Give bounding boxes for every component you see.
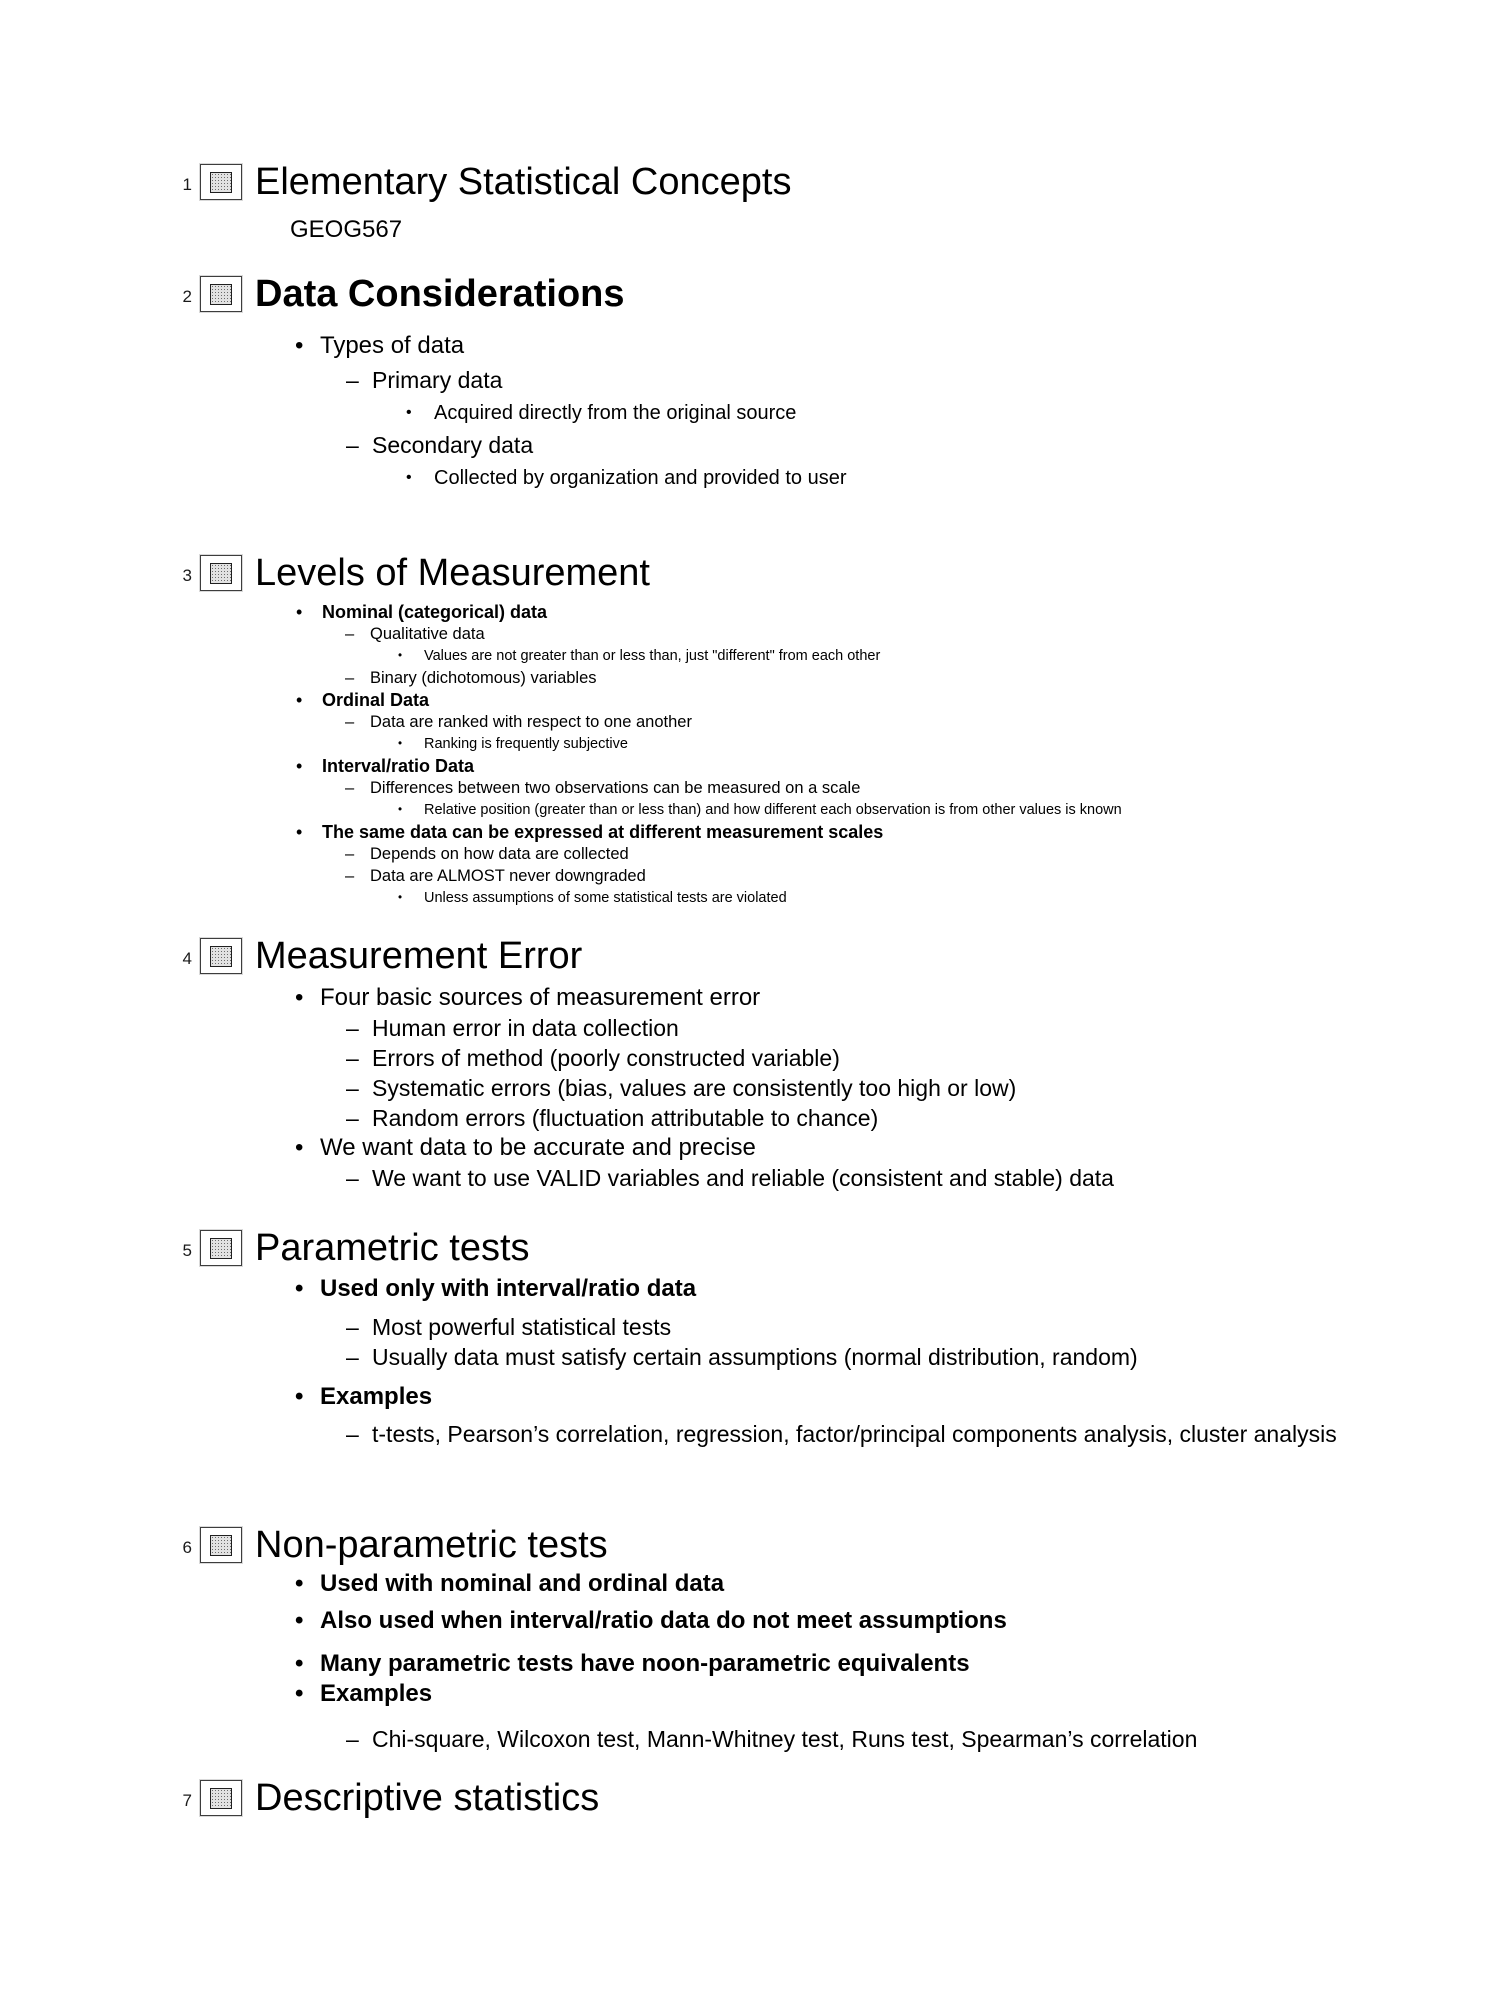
- outline-item[interactable]: • Examples: [0, 1679, 1490, 1709]
- outline-item[interactable]: – Depends on how data are collected: [0, 843, 1500, 865]
- slide-title[interactable]: Levels of Measurement: [255, 552, 650, 594]
- outline-item[interactable]: – Systematic errors (bias, values are consistently too high or low): [0, 1073, 1500, 1103]
- outline-item[interactable]: – Binary (dichotomous) variables: [0, 667, 1500, 689]
- outline-item[interactable]: • Also used when interval/ratio data do not meet assumptions: [0, 1606, 1490, 1636]
- slide-1-items: [0, 213, 1500, 247]
- slide-icon[interactable]: [200, 1780, 242, 1816]
- slide-icon[interactable]: [200, 164, 242, 200]
- outline-item[interactable]: • Four basic sources of measurement error: [0, 983, 1490, 1013]
- outline-item[interactable]: • Types of data: [0, 328, 1490, 364]
- outline-item[interactable]: • The same data can be expressed at different measurement scales: [0, 821, 1492, 843]
- outline-item[interactable]: – Qualitative data: [0, 623, 1500, 645]
- outline-item[interactable]: – Random errors (fluctuation attributable to chance): [0, 1103, 1500, 1133]
- slide-7-head: [170, 1776, 1500, 1820]
- slide-number: 6: [182, 1538, 192, 1557]
- outline-item[interactable]: • Collected by organization and provided to user: [0, 462, 1500, 494]
- slide-icon[interactable]: [200, 1230, 242, 1266]
- slide-4: [0, 934, 1500, 1193]
- outline-item[interactable]: • Ranking is frequently subjective: [0, 733, 1500, 755]
- slide-2-items: [0, 328, 1500, 494]
- slide-3-items: [0, 601, 1500, 909]
- outline-item[interactable]: – Errors of method (poorly constructed variable): [0, 1043, 1500, 1073]
- slide-7: [0, 1776, 1500, 1820]
- outline-item[interactable]: • Nominal (categorical) data: [0, 601, 1492, 623]
- outline-item[interactable]: • Unless assumptions of some statistical tests are violated: [0, 887, 1500, 909]
- slide-title[interactable]: Descriptive statistics: [255, 1777, 600, 1819]
- slide-2: [0, 272, 1500, 494]
- slide-thumbnail-pattern: [210, 172, 232, 193]
- slide-title[interactable]: Measurement Error: [255, 935, 583, 977]
- outline-item[interactable]: – Most powerful statistical tests: [0, 1312, 1382, 1342]
- slide-icon[interactable]: [200, 1527, 242, 1563]
- slide-title[interactable]: Elementary Statistical Concepts: [255, 161, 792, 203]
- slide-6-head: [170, 1523, 1500, 1567]
- slide-2-head: [170, 272, 1500, 316]
- outline-item[interactable]: – t-tests, Pearson’s correlation, regression, factor/principal components analysis, cluster analysis: [0, 1419, 1382, 1449]
- slide-4-items: [0, 983, 1500, 1193]
- outline-item[interactable]: GEOG567: [290, 216, 403, 243]
- slide-number: 5: [182, 1241, 192, 1260]
- slide-thumbnail-pattern: [210, 946, 232, 967]
- slide-title[interactable]: Data Considerations: [255, 273, 625, 315]
- outline-item[interactable]: • Many parametric tests have noon-parametric equivalents: [0, 1649, 1490, 1679]
- outline-item[interactable]: • Relative position (greater than or less than) and how different each observation is from other values is known: [0, 799, 1500, 821]
- outline-item[interactable]: • We want data to be accurate and precise: [0, 1133, 1490, 1163]
- outline-item[interactable]: – Data are ALMOST never downgraded: [0, 865, 1500, 887]
- slide-icon[interactable]: [200, 938, 242, 974]
- outline-item[interactable]: – Primary data: [0, 364, 1500, 397]
- slide-number: 1: [182, 175, 192, 194]
- slide-thumbnail-pattern: [210, 284, 232, 305]
- outline-item[interactable]: • Acquired directly from the original source: [0, 397, 1500, 429]
- slide-thumbnail-pattern: [210, 1535, 232, 1556]
- slide-thumbnail-pattern: [210, 1788, 232, 1809]
- slide-title[interactable]: Non-parametric tests: [255, 1524, 608, 1566]
- outline-item[interactable]: – Usually data must satisfy certain assumptions (normal distribution, random): [0, 1342, 1382, 1372]
- outline-item[interactable]: • Used with nominal and ordinal data: [0, 1569, 1490, 1599]
- slide-5-items: [0, 1274, 1500, 1449]
- slide-3-head: [170, 551, 1500, 595]
- slide-1-head: [170, 160, 1500, 204]
- outline-item[interactable]: • Examples: [0, 1382, 1490, 1412]
- slide-5-head: [170, 1226, 1500, 1270]
- slide-title[interactable]: Parametric tests: [255, 1227, 530, 1269]
- outline-item[interactable]: – Chi-square, Wilcoxon test, Mann-Whitney test, Runs test, Spearman’s correlation: [0, 1724, 1500, 1754]
- slide-number: 4: [182, 949, 192, 968]
- outline-item[interactable]: • Interval/ratio Data: [0, 755, 1492, 777]
- slide-1: [0, 160, 1500, 247]
- slide-number: 7: [182, 1791, 192, 1810]
- slide-6-items: [0, 1569, 1500, 1754]
- slide-3: [0, 551, 1500, 909]
- outline-item[interactable]: – We want to use VALID variables and reliable (consistent and stable) data: [0, 1163, 1500, 1193]
- slide-icon[interactable]: [200, 555, 242, 591]
- slide-number: 2: [182, 287, 192, 306]
- slide-6: [0, 1523, 1500, 1754]
- outline-item[interactable]: – Differences between two observations can be measured on a scale: [0, 777, 1500, 799]
- slide-number: 3: [182, 566, 192, 585]
- outline-item[interactable]: • Used only with interval/ratio data: [0, 1274, 1490, 1304]
- slide-5: [0, 1226, 1500, 1449]
- slide-icon[interactable]: [200, 276, 242, 312]
- outline-item[interactable]: – Human error in data collection: [0, 1013, 1500, 1043]
- outline-item[interactable]: • Values are not greater than or less than, just "different" from each other: [0, 645, 1500, 667]
- outline-item[interactable]: – Data are ranked with respect to one another: [0, 711, 1500, 733]
- slide-thumbnail-pattern: [210, 1238, 232, 1259]
- slide-thumbnail-pattern: [210, 563, 232, 584]
- outline-item[interactable]: – Secondary data: [0, 429, 1500, 462]
- slide-4-head: [170, 934, 1500, 978]
- outline-item[interactable]: • Ordinal Data: [0, 689, 1492, 711]
